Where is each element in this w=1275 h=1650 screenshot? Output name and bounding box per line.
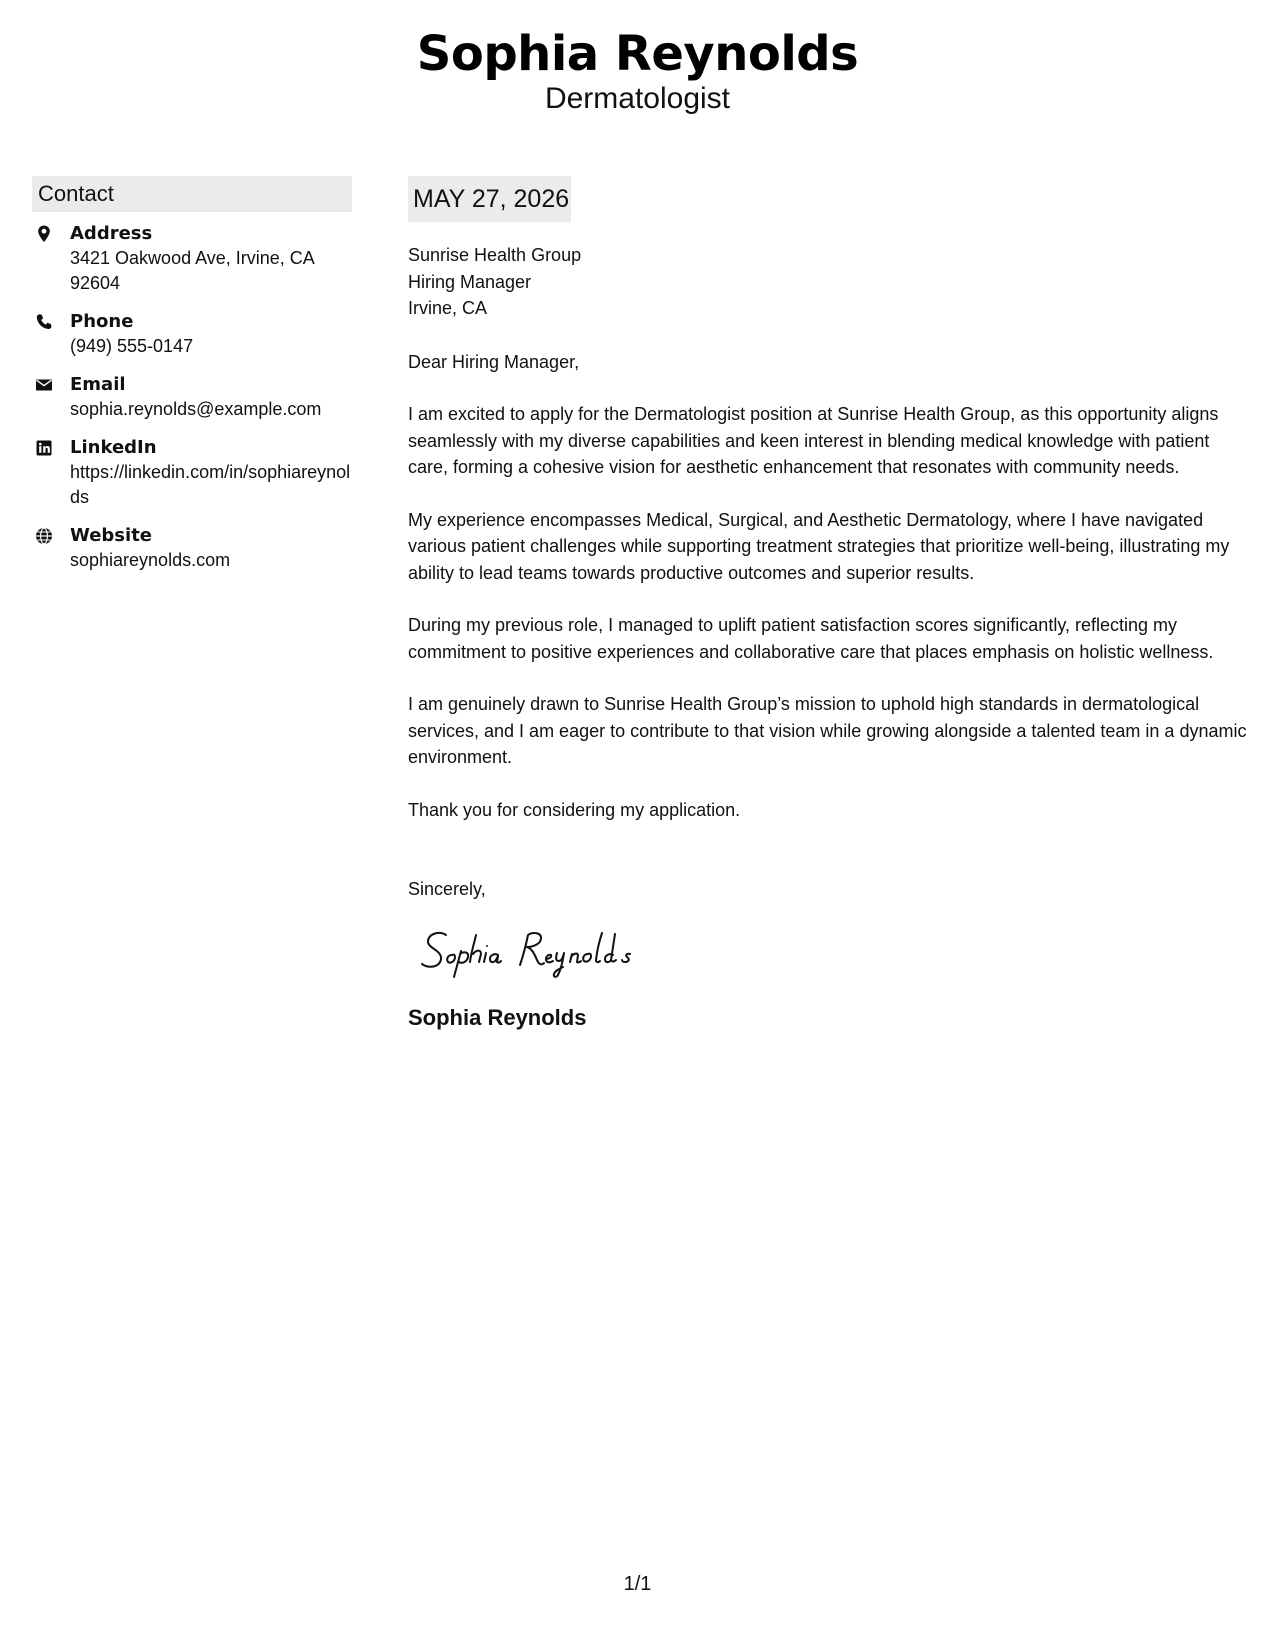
contact-item-website [32,524,352,573]
contact-sidebar [32,176,352,587]
page-number: 1/1 [623,1573,652,1595]
letter-body [408,176,1250,1033]
contact-value-phone: (949) 555-0147 [70,336,194,356]
contact-value-website[interactable]: sophiareynolds.com [70,550,231,570]
globe-icon [34,526,54,546]
contact-value-linkedin[interactable]: https://linkedin.com/in/sophiareynolds [70,462,351,507]
linkedin-icon [34,438,54,458]
closing: Sincerely, [408,879,486,899]
applicant-title: Dermatologist [544,82,731,115]
contact-label-linkedin: LinkedIn [70,437,157,458]
contact-item-phone [32,310,352,359]
applicant-name: Sophia Reynolds [416,26,859,82]
recipient-location: Irvine, CA [408,298,488,318]
handwritten-signature [416,921,676,983]
contact-item-email [32,373,352,422]
recipient-company: Sunrise Health Group [408,245,582,265]
envelope-icon [34,375,54,395]
letter-date: MAY 27, 2026 [408,176,571,222]
body-paragraph: Thank you for considering my application. [408,799,741,820]
recipient-attention: Hiring Manager [408,271,532,292]
salutation: Dear Hiring Manager, [408,351,580,372]
body-paragraph: My experience encompasses Medical, Surgical, and Aesthetic Dermatology, where I have navigated various patient challenges while supporting treatment strategies that prioritize well-being, illustrating my ability to lead teams towards productive outcomes and superior results. [408,509,1230,583]
contact-value-address: 3421 Oakwood Ave, Irvine, CA 92604 [70,248,314,293]
phone-icon [34,312,54,332]
body-paragraph: I am excited to apply for the Dermatologist position at Sunrise Health Group, as this opportunity aligns seamlessly with my diverse capabilities and keen interest in blending medical knowledge with patient care, forming a cohesive vision for aesthetic enhancement that resonates with community needs. [408,404,1219,477]
contact-item-address [32,222,352,296]
signed-name: Sophia Reynolds [408,1004,587,1030]
contact-item-linkedin [32,436,352,510]
contact-heading: Contact [32,176,352,212]
contact-label-address: Address [70,223,153,244]
contact-label-phone: Phone [70,311,134,332]
body-paragraph: During my previous role, I managed to uplift patient satisfaction scores significantly, reflecting my commitment to positive experiences and collaborative care that places emphasis on holistic wellness. [408,615,1214,662]
contact-label-website: Website [70,525,153,546]
letter-header [0,26,1275,116]
map-pin-icon [34,224,54,244]
contact-label-email: Email [70,374,126,395]
contact-value-email[interactable]: sophia.reynolds@example.com [70,399,322,419]
body-paragraph: I am genuinely drawn to Sunrise Health Group’s mission to uphold high standards in dermatological services, and I am eager to contribute to that vision while growing alongside a talented team in a dynamic environment. [408,694,1247,767]
recipient-block [408,242,1250,322]
